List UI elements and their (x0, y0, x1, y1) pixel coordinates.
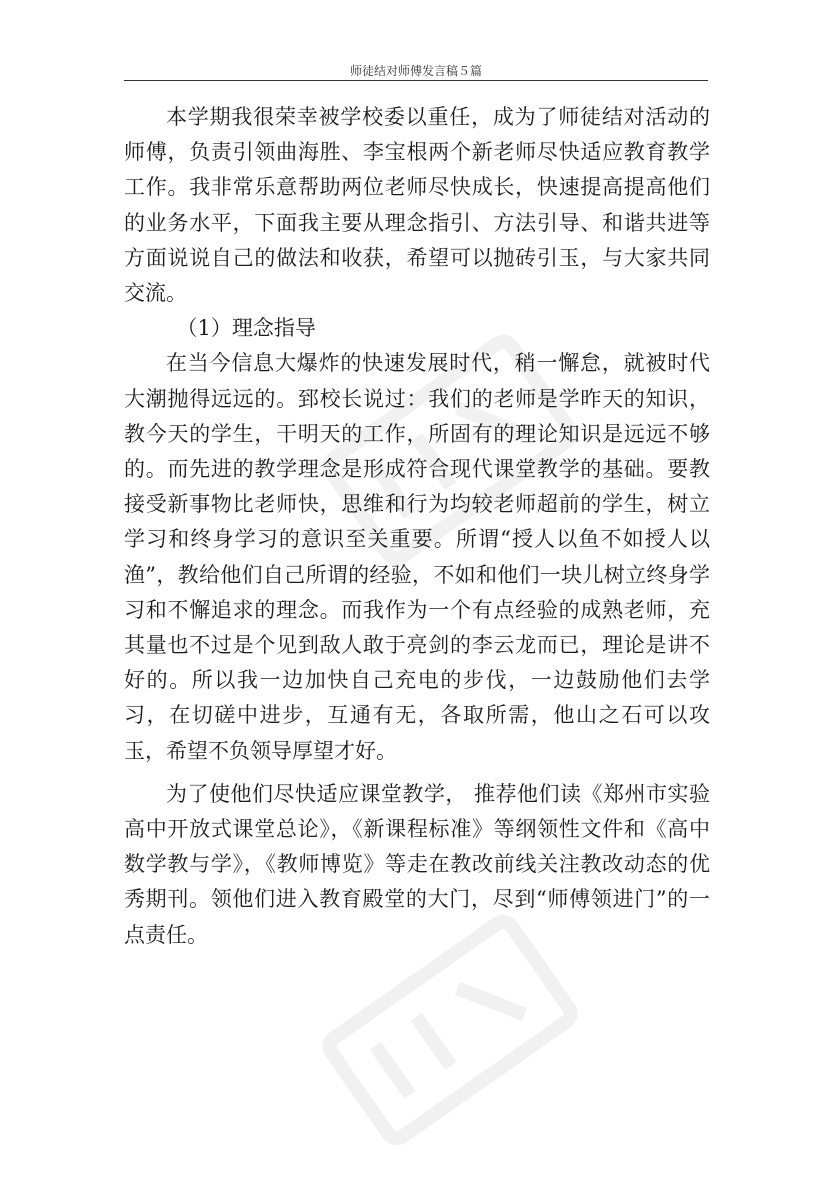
paragraph-concept: 在当今信息大爆炸的快速发展时代，稍一懈怠，就被时代大潮抛得远远的。郅校长说过：我们的老师是学昨天的知识，教今天的学生，干明天的工作，所固有的理论知识是远远不够的。而先进的教学理念是形成符合现代课堂教学的基础。要教接受新事物比老师快，思维和行为均较老师超前的学生，树立学习和终身学习的意识至关重要。所谓“授人以鱼不如授人以渔”，教给他们自己所谓的经验，不如和他们一块儿树立终身学习和不懈追求的理念。而我作为一个有点经验的成熟老师，充其量也不过是个见到敌人敢于亮剑的李云龙而已，理论是讲不好的。所以我一边加快自己充电的步伐，一边鼓励他们去学习，在切磋中进步，互通有无，各取所需，他山之石可以攻玉，希望不负领导厚望才好。 (124, 351, 710, 763)
document-body (124, 100, 710, 953)
page-header-title: 师徒结对师傅发言稿５篇 (349, 64, 482, 78)
paragraph-intro: 本学期我很荣幸被学校委以重任，成为了师徒结对活动的师傅，负责引领曲海胜、李宝根两个新老师尽快适应教育教学工作。我非常乐意帮助两位老师尽快成长，快速提高提高他们的业务水平，下面我主要从理念指引、方法引导、和谐共进等方面说说自己的做法和收获，希望可以抛砖引玉，与大家共同交流。 (124, 105, 710, 306)
header-divider (124, 80, 708, 81)
section-heading-concept: （1）理念指导 (176, 316, 316, 341)
paragraph-reading: 为了使他们尽快适应课堂教学， 推荐他们读《郑州市实验高中开放式课堂总论》，《新课程标准》等纲领性文件和《高中数学教与学》，《教师博览》等走在教改前线关注教改动态的优秀期刊。领他们进入教育殿堂的大门，尽到“师傅领进门”的一点责任。 (124, 781, 710, 947)
